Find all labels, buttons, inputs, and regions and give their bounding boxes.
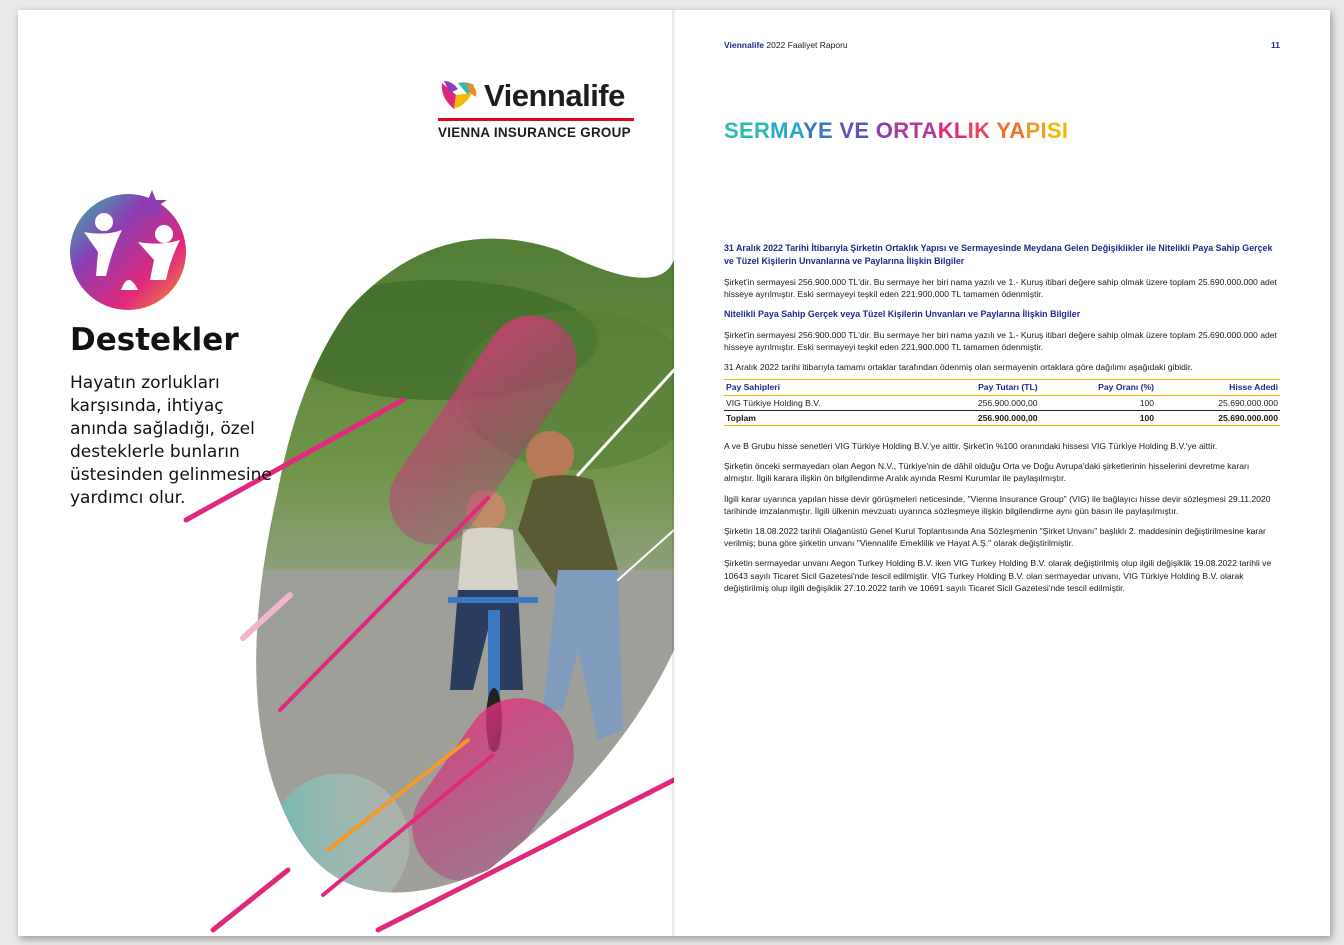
- title-letter: M: [770, 118, 789, 143]
- table-header-row: [724, 380, 1280, 395]
- col-header: Hisse Adedi: [1156, 380, 1280, 395]
- title-letter: S: [724, 118, 739, 143]
- photo-capsule: [218, 210, 674, 936]
- section-title: [724, 118, 1068, 144]
- title-letter: V: [839, 118, 855, 143]
- body-paragraph: Şirketin önceki sermayedarı olan Aegon N.V., Türkiye'nin de dâhil olduğu Orta ve Doğu Avrupa'daki şirketlerinin hisselerini devretme kararı almıştır. İlgili karara ilişkin ön bilgilendirme Aralık ayında Resmi Kurumlar ile paylaşılmıştır.: [724, 461, 1250, 484]
- table-intro: 31 Aralık 2022 tarihi itibarıyla tamamı ortaklar tarafından ödenmiş olan sermayenin ortaklara göre dağılımı aşağıdaki gibidir.: [724, 362, 1193, 373]
- viennalife-logo: [438, 78, 634, 140]
- table-total-row: [724, 410, 1280, 425]
- title-letter: K: [937, 118, 954, 143]
- shareholders-table: [724, 379, 1280, 426]
- brochure-spread: [18, 10, 1330, 936]
- title-letter: I: [967, 118, 975, 143]
- col-header: Pay Sahipleri: [724, 380, 916, 395]
- header-report: 2022 Faaliyet Raporu: [766, 40, 848, 50]
- title-letter: Y: [802, 118, 818, 143]
- table-cell: 100: [1040, 410, 1156, 425]
- body-paragraph: Şirketin 18.08.2022 tarihli Olağanüstü Genel Kurul Toplantısında Ana Sözleşmenin "Şirket Unvanı" başlıklı 2. maddesinin değiştirilmesine karar verilmiş; buna göre şirketin unvanı "Viennalife Emeklilik ve Hayat A.Ş." olarak değiştirilmiştir.: [724, 526, 1266, 549]
- section1-paragraph: Şirket'in sermayesi 256.900.000 TL'dir. Bu sermaye her biri nama yazılı ve 1.- Kuruş itibari değere sahip olmak üzere toplam 25.690.000.000 adet hisseye ayrılmıştır. Eski sermayeyi teşkil eden 221.900.000 TL tamamen ödenmiştir.: [724, 276, 1277, 299]
- table-cell: 256.900.000,00: [916, 410, 1040, 425]
- running-header: [724, 40, 1280, 50]
- title-letter: L: [953, 118, 968, 143]
- table-cell: 25.690.000.000: [1218, 397, 1278, 408]
- title-letter: S: [1046, 118, 1062, 143]
- section2-heading: Nitelikli Paya Sahip Gerçek veya Tüzel Kişilerin Unvanları ve Paylarına İlişkin Bilgiler: [724, 309, 1081, 319]
- logo-red-rule: [438, 118, 634, 121]
- body-paragraph: Şirketin sermayedar unvanı Aegon Turkey Holding B.V. iken VIG Turkey Holding B.V. olarak değiştirilmiş olup ilgili değişiklik 19.08.2022 tarihli ve 10643 sayılı Ticaret Sicil Gazetesi'nde tescil edilmiştir. VIG Turkey Holding B.V. olan sermayedar unvanı, VIG Türkiye Holding B.V. olarak değiştirilmiş olup ilgili değişiklik 27.10.2022 tarih ve 10691 sayılı Ticaret Sicil Gazetesi'nde tescil edilmiştir.: [724, 558, 1272, 593]
- title-letter: P: [1025, 118, 1041, 143]
- table-row: [724, 395, 1280, 410]
- header-brand: Viennalife: [724, 40, 764, 50]
- title-letter: K: [974, 118, 991, 143]
- title-letter: E: [854, 118, 870, 143]
- support-people-icon: [66, 180, 196, 310]
- body-paragraph: A ve B Grubu hisse senetleri VIG Türkiye Holding B.V.'ye aittir. Şirket'in %100 oranındaki hissesi VIG Türkiye Holding B.V.'ye aittir.: [724, 441, 1218, 452]
- col-header: Pay Oranı (%): [1040, 380, 1156, 395]
- section1-heading: 31 Aralık 2022 Tarihi İtibarıyla Şirketin Ortaklık Yapısı ve Sermayesinde Meydana Gelen Değişiklikler ile Nitelikli Paya Sahip Gerçek ve Tüzel Kişilerin Unvanlarına ve Paylarına İlişkin Bilgiler: [724, 243, 1273, 266]
- body-paragraph: İlgili karar uyarınca yapılan hisse devir görüşmeleri neticesinde, "Vienna Insurance Group" (VIG) ile bağlayıcı hisse devir sözleşmesi 29.11.2020 tarihinde imzalanmıştır. İlgili ülkenin mevzuatı uyarınca sözleşmeye ilişkin bilgilendirme aynı gün basın ile paylaşılmıştır.: [724, 493, 1271, 516]
- logo-group-name: VIENNA INSURANCE GROUP: [438, 125, 631, 140]
- left-page: [18, 10, 674, 936]
- title-letter: A: [921, 118, 938, 143]
- title-letter: A: [788, 118, 803, 143]
- page-number: 11: [1271, 40, 1280, 50]
- title-letter: I: [1040, 118, 1047, 143]
- table-cell: Toplam: [724, 410, 916, 425]
- title-letter: T: [909, 118, 922, 143]
- table-cell: 100: [1139, 397, 1155, 408]
- title-letter: E: [817, 118, 833, 143]
- section2-paragraph: Şirket'in sermayesi 256.900.000 TL'dir. Bu sermaye her biri nama yazılı ve 1.- Kuruş itibari değere sahip olmak üzere toplam 25.690.000.000 adet hisseye ayrılmıştır. Eski sermayeyi teşkil eden 221.900.000 TL tamamen ödenmiştir.: [724, 329, 1277, 352]
- title-letter: I: [1061, 118, 1069, 143]
- viennalife-heart-icon: [438, 79, 480, 113]
- table-cell: 25.690.000.000: [1156, 410, 1280, 425]
- right-page: [674, 10, 1330, 936]
- title-letter: R: [753, 118, 771, 143]
- page-subtitle: Hayatın zorlukları karşısında, ihtiyaç anında sağladığı, özel desteklerle bunların üstesinden gelinmesine yardımcı olur.: [70, 373, 272, 508]
- page-title: Destekler: [70, 322, 239, 358]
- title-letter: R: [893, 118, 910, 143]
- col-header: Pay Tutarı (TL): [916, 380, 1040, 395]
- title-letter: A: [1009, 118, 1026, 143]
- title-letter: E: [738, 118, 754, 143]
- title-letter: O: [875, 118, 894, 143]
- table-cell: 256.900.000,00: [977, 397, 1038, 408]
- title-letter: Y: [996, 118, 1010, 143]
- table-cell: VIG Türkiye Holding B.V.: [726, 397, 821, 408]
- logo-wordmark: Viennalife: [484, 78, 625, 113]
- section-body: [724, 242, 1280, 602]
